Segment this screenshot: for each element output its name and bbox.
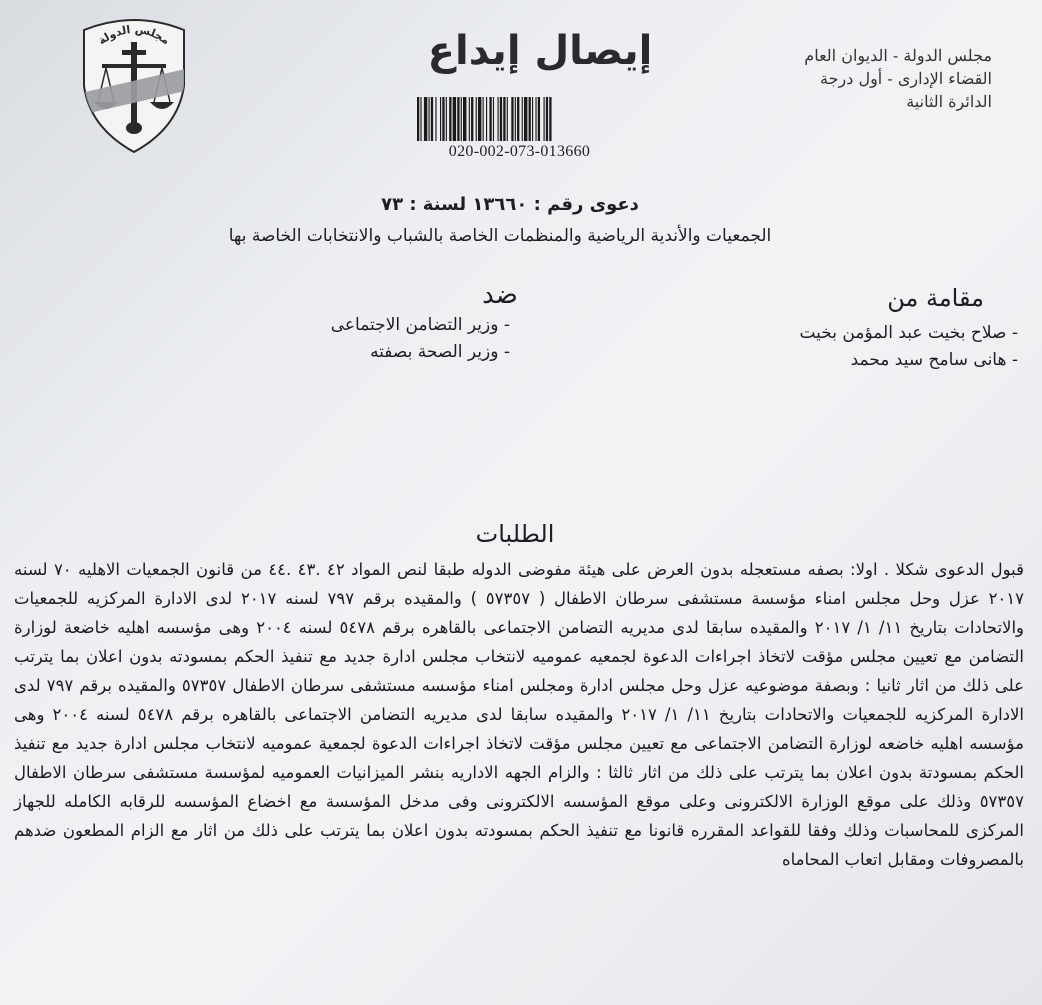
case-subject: الجمعيات والأندية الرياضية والمنظمات الخاصة بالشباب والانتخابات الخاصة بها xyxy=(228,226,772,246)
plaintiff-item: - صلاح بخيت عبد المؤمن بخيت xyxy=(799,323,1018,343)
defendants-list xyxy=(240,312,510,366)
authority-line: مجلس الدولة - الديوان العام xyxy=(804,46,992,65)
case-number: دعوى رقم : ١٣٦٦٠ لسنة : ٧٣ xyxy=(381,194,639,215)
defendant-item: - وزير الصحة بصفته xyxy=(370,342,510,362)
issuing-authority xyxy=(692,44,992,113)
defendants-heading: ضد xyxy=(482,280,518,310)
barcode-number: 020-002-073-013660 xyxy=(448,143,591,160)
defendant-item: - وزير التضامن الاجتماعى xyxy=(330,315,510,335)
requests-heading: الطلبات xyxy=(475,520,555,548)
authority-line: القضاء الإدارى - أول درجة xyxy=(820,69,992,88)
plaintiffs-heading: مقامة من xyxy=(887,284,984,312)
requests-body: قبول الدعوى شكلا . اولا: بصفه مستعجله بدون العرض على هيئة مفوضى الدوله طبقا لنص المواد ٤٢ .٤٣ .٤٤ من قانون الجمعيات الاهليه ٧٠ لسنه ٢٠١٧ عزل وحل مجلس امناء مؤسسة مستشفى سرطان الاطفال ( ٥٧٣٥٧ ) والمقيده برقم ٧٩٧ لسنه ٢٠١٧ لدى الادارة المركزيه للجمعيات والاتحادات بتاريخ ١١/ ١/ ٢٠١٧ والمقيده سابقا لدى مديريه التضامن الاجتماعى بالقاهره برقم ٥٤٧٨ لسنه ٢٠٠٤ وهى مؤسسه اهليه خاضعة لوزارة التضامن مع تعيين مجلس مؤقت لاتخاذ اجراءات الدعوة لجمعيه عموميه لانتخاب مجلس ادارة جديد مع تنفيذ الحكم بمسودته بدون اعلان بما يترتب على ذلك من اثار ثانيا : وبصفة موضوعيه عزل وحل مجلس ادارة ومجلس امناء مؤسسه مستشفى سرطان الاطفال ٥٧٣٥٧ والمقيده برقم ٧٩٧ لدى الادارة المركزيه للجمعيات والاتحادات بتاريخ ١١/ ١/ ٢٠١٧ والمقيده سابقا لدى مديريه التضامن الاجتماعى بالقاهره برقم ٥٤٧٨ لسنه ٢٠٠٤ وهى مؤسسه اهليه خاضعه لوزارة التضامن الاجتماعى مع تعيين مجلس مؤقت لاتخاذ اجراءات الدعوة لجمعية عموميه لانتخاب مجلس ادارة جديد مع تنفيذ الحكم بمسودتة بدون اعلان بما يترتب على ذلك من اثار ثالثا : والزام الجهه الاداريه بنشر الميزانيات العموميه لمؤسسة مستشفى سرطان الاطفال ٥٧٣٥٧ وذلك على موقع الوزارة الالكترونى وعلى موقع المؤسسه الالكترونى وفى مدخل المؤسسة مع اخضاع المؤسسه للرقابه الكامله للجهاز المركزى للمحاسبات وذلك وفقا للقواعد المقرره قانونا مع تنفيذ الحكم بمسودته بدون اعلان بما يترتب على ذلك من اثار مع الزام المطعون ضدهم بالمصروفات ومقابل اتعاب المحاماه xyxy=(14,560,1025,869)
barcode xyxy=(417,97,622,141)
seal-label: مجلس الدولة xyxy=(95,22,173,48)
state-council-seal-icon xyxy=(78,16,190,156)
receipt-title: إيصال إيداع xyxy=(427,28,653,74)
plaintiff-item: - هانى سامح سيد محمد xyxy=(850,350,1018,370)
authority-line: الدائرة الثانية xyxy=(906,92,992,111)
plaintiffs-list xyxy=(718,320,1018,374)
